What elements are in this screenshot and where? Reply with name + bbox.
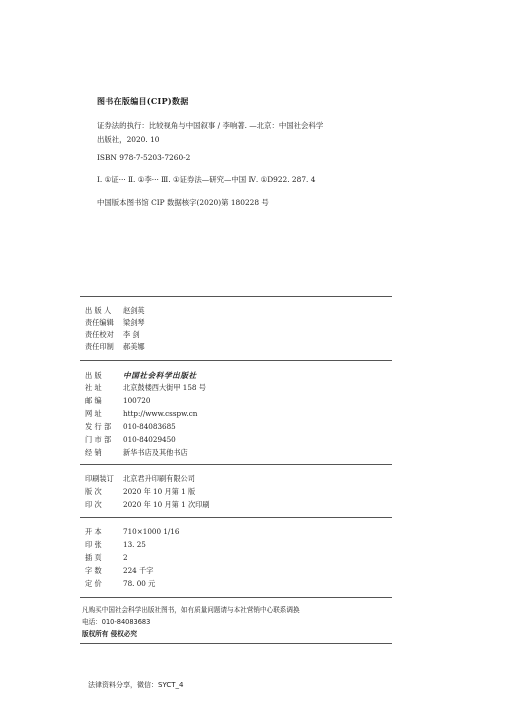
spec-row — [85, 553, 128, 563]
spec-value: 2 — [123, 553, 128, 562]
notice-phone: 电话：010-84083683 — [82, 618, 151, 626]
staff-key: 出 版 人 — [85, 306, 112, 315]
spec-value: 78. 00 元 — [123, 579, 156, 588]
spec-key: 定 价 — [85, 579, 102, 588]
spec-row — [85, 527, 179, 537]
publisher-row — [85, 448, 188, 458]
printing-value: 北京君升印刷有限公司 — [123, 474, 195, 483]
publisher-name: 中国社会科学出版社 — [123, 371, 197, 380]
spec-row — [85, 566, 153, 576]
staff-row — [85, 306, 145, 316]
spec-value: 224 千字 — [123, 566, 154, 575]
publisher-distribution-phone: 010-84083685 — [123, 422, 176, 431]
divider — [80, 464, 392, 465]
publisher-key: 门 市 部 — [85, 435, 112, 444]
publisher-row — [85, 370, 197, 381]
publisher-key: 邮 编 — [85, 396, 102, 405]
publisher-key: 社 址 — [85, 383, 102, 392]
staff-value: 郝美娜 — [123, 342, 145, 351]
staff-row — [85, 330, 140, 340]
staff-key: 责任印制 — [85, 342, 114, 351]
staff-row — [85, 318, 145, 328]
publisher-row — [85, 422, 176, 432]
spec-row — [85, 540, 146, 550]
printing-row — [85, 500, 210, 510]
cip-isbn: ISBN 978-7-5203-7260-2 — [97, 153, 191, 162]
cip-classification: Ⅰ. ①证··· Ⅱ. ①李··· Ⅲ. ①证券法—研究—中国 Ⅳ. ①D922. 287. 4 — [97, 175, 316, 184]
cip-record-number: 中国版本图书馆 CIP 数据核字(2020)第 180228 号 — [97, 198, 269, 207]
publisher-postcode: 100720 — [123, 396, 151, 405]
printing-key: 印刷装订 — [85, 474, 114, 483]
publisher-key: 发 行 部 — [85, 422, 112, 431]
publisher-key: 出 版 — [85, 371, 102, 380]
spec-key: 插 页 — [85, 553, 102, 562]
divider — [80, 643, 392, 644]
publisher-address: 北京鼓楼西大街甲 158 号 — [123, 383, 206, 392]
publisher-key: 经 销 — [85, 448, 102, 457]
staff-value: 梁剑琴 — [123, 318, 145, 327]
publisher-row — [85, 435, 176, 445]
staff-row — [85, 342, 145, 352]
publisher-row — [85, 409, 197, 419]
spec-value: 710×1000 1/16 — [123, 527, 180, 536]
printing-key: 印 次 — [85, 500, 102, 509]
divider — [80, 517, 392, 518]
quality-notice: 凡购买中国社会科学出版社图书，如有质量问题请与本社营销中心联系调换 — [82, 606, 300, 614]
publisher-row — [85, 383, 206, 393]
footer-watermark-text: 法律资料分享，微信：SYCT_4 — [88, 681, 184, 689]
staff-value: 李 剑 — [123, 330, 140, 339]
printing-value: 2020 年 10 月第 1 次印刷 — [123, 500, 210, 509]
spec-key: 开 本 — [85, 527, 102, 536]
printing-row — [85, 487, 195, 497]
cip-publisher-line: 出版社，2020. 10 — [97, 135, 160, 144]
divider — [80, 296, 392, 297]
printing-key: 版 次 — [85, 487, 102, 496]
copyright-notice: 版权所有 侵权必究 — [82, 630, 138, 638]
publisher-distributor: 新华书店及其他书店 — [123, 448, 188, 457]
publisher-row — [85, 396, 150, 406]
staff-value: 赵剑英 — [123, 306, 145, 315]
spec-row — [85, 579, 155, 589]
divider — [80, 360, 392, 361]
staff-key: 责任校对 — [85, 330, 114, 339]
cip-bibliographic-line: 证券法的执行：比较视角与中国叙事 / 李响著. —北京：中国社会科学 — [97, 121, 324, 130]
divider — [80, 597, 392, 598]
cip-title: 图书在版编目(CIP)数据 — [97, 96, 189, 106]
printing-row — [85, 474, 195, 484]
spec-key: 字 数 — [85, 566, 102, 575]
printing-value: 2020 年 10 月第 1 版 — [123, 487, 196, 496]
spec-value: 13. 25 — [123, 540, 146, 549]
publisher-key: 网 址 — [85, 409, 102, 418]
publisher-retail-phone: 010-84029450 — [123, 435, 176, 444]
publisher-website: http://www.csspw.cn — [123, 409, 198, 418]
spec-key: 印 张 — [85, 540, 102, 549]
staff-key: 责任编辑 — [85, 318, 114, 327]
